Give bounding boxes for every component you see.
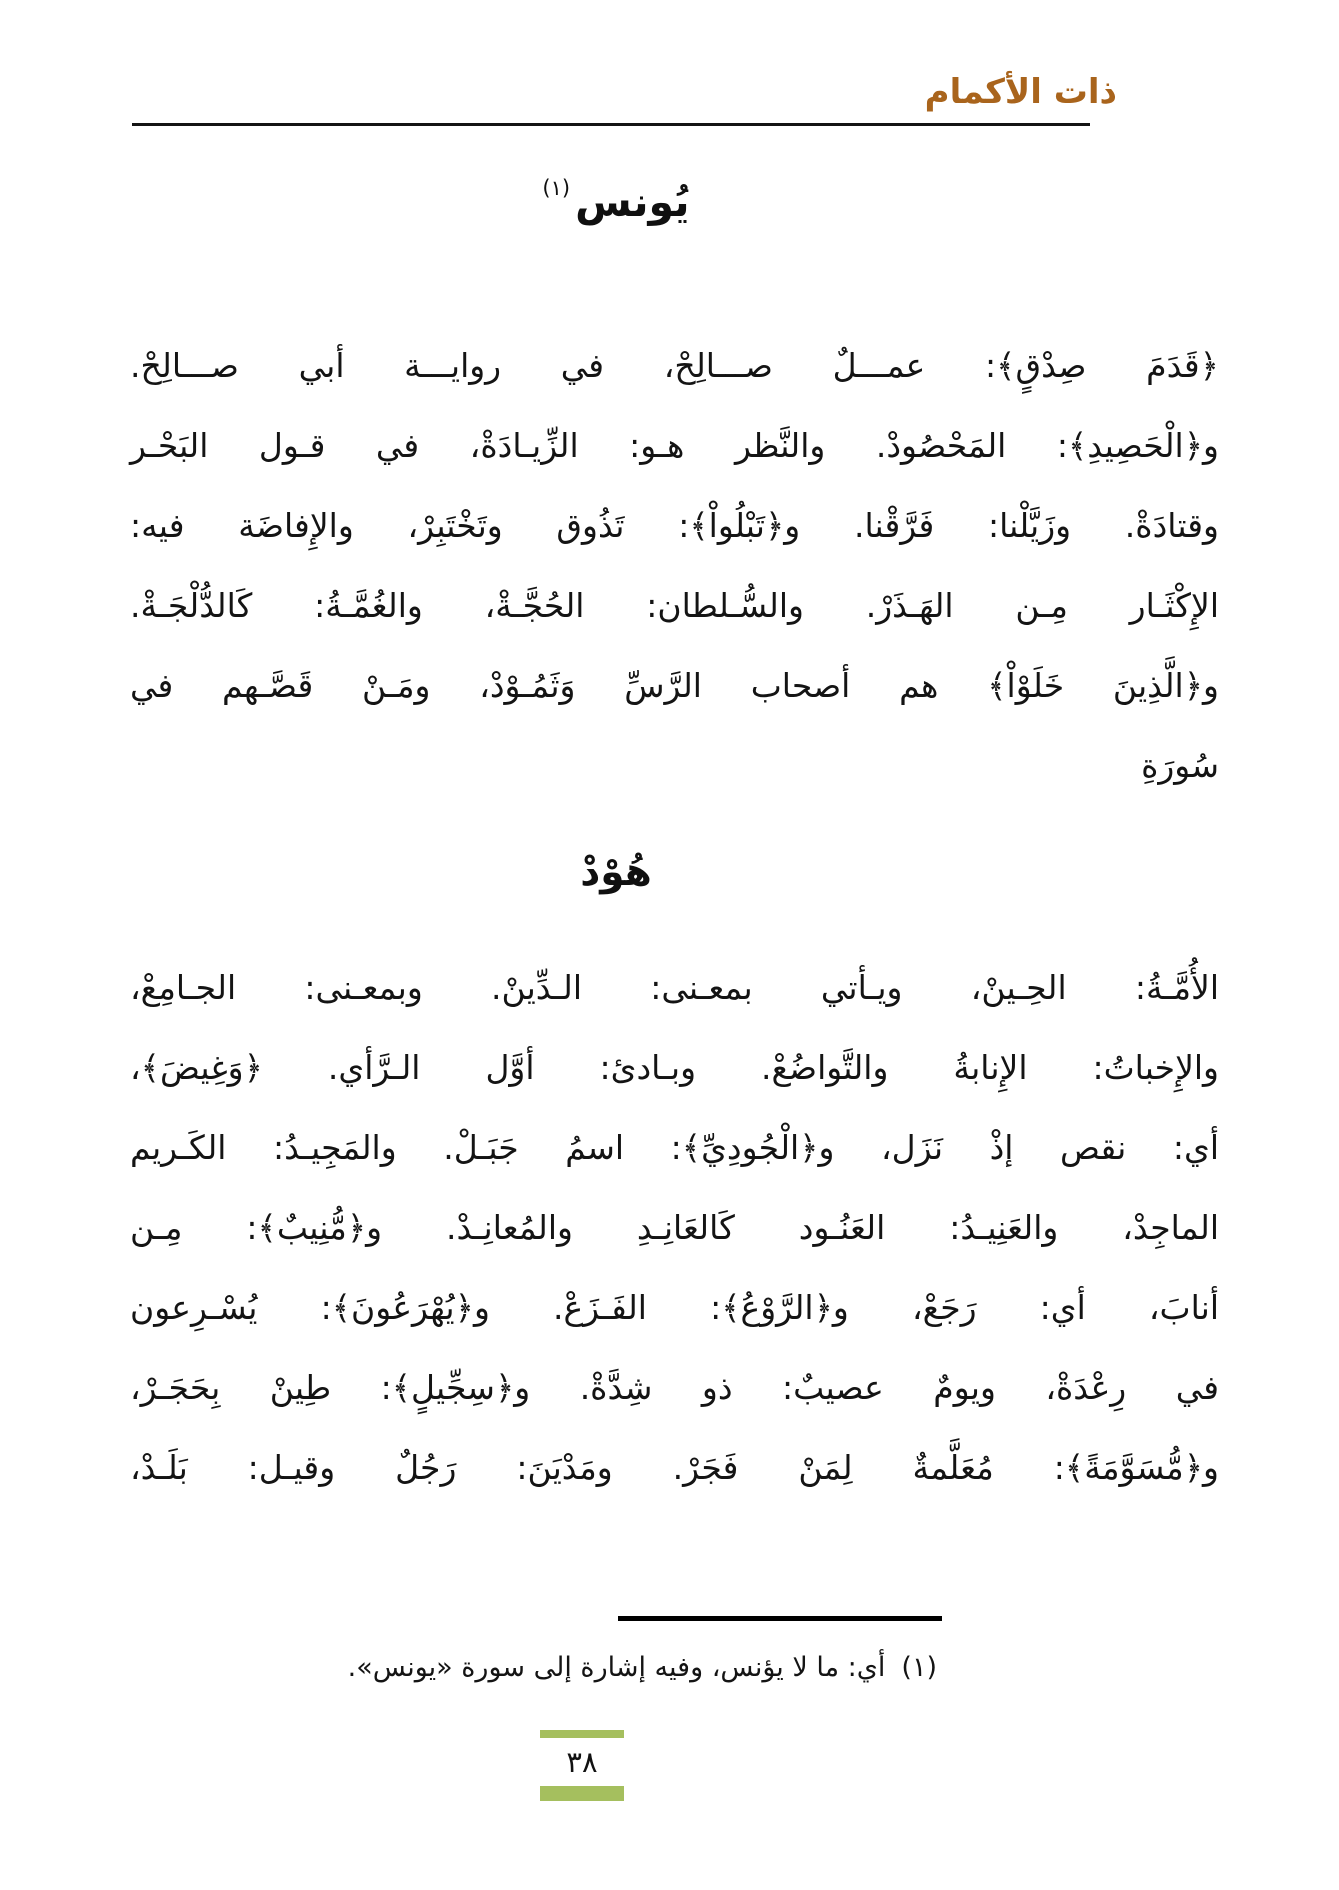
- text-line: والإِخباتُ: الإِنابةُ والتَّواضُعْ. وبـادئ: أوَّل الـرَّأي. ﴿وَغِيضَ﴾،: [130, 1048, 1219, 1087]
- surah-title-yunus-text: يُونس: [575, 178, 690, 226]
- header-divider: [132, 123, 1090, 126]
- page-number-block: [540, 1730, 624, 1801]
- text-line: و﴿الْحَصِيدِ﴾: المَحْصُودْ. والنَّظر هـو: الزِّيـادَةْ، في قـول البَحْـر: [130, 426, 1219, 465]
- text-line: أي: نقص إذْ نَزَل، و﴿الْجُودِيِّ﴾: اسمُ جَبَـلْ. والمَجِيـدُ: الكَـريم: [130, 1128, 1219, 1167]
- footnote: [348, 1640, 937, 1696]
- text-line: في رِعْدَةْ، ويومٌ عصيبٌ: ذو شِدَّةْ. و﴿سِجِّيلٍ﴾: طِينْ بِحَجَـرْ،: [130, 1368, 1219, 1407]
- text-line: أنابَ، أي: رَجَعْ، و﴿الرَّوْعُ﴾: الفَـزَعْ. و﴿يُهْرَعُونَ﴾: يُسْـرِعون: [130, 1288, 1219, 1327]
- text-line: الإِكْثَـار مِـن الهَـذَرْ. والسُّـلطان: الحُجَّـةْ، والغُمَّـةُ: كَالدُّلْجَـةْ.: [130, 586, 1219, 625]
- footnote-number: (١): [901, 1652, 937, 1683]
- text-line: الماجِدْ، والعَنِيـدُ: العَنُـود كَالعَانِـدِ والمُعانِـدْ. و﴿مُّنِيبٌ﴾: مِـن: [130, 1208, 1219, 1247]
- page-number-top-rule: [540, 1730, 624, 1738]
- text-line: وقتادَةْ. وزَيَّلْنا: فَرَّقْنا. و﴿تَبْلُواْ﴾: تَذُوق وتَخْتَبِرْ، والإِفاضَة فيه:: [130, 506, 1219, 545]
- yunus-paragraph: [130, 326, 1219, 806]
- footnote-ref-marker: (١): [542, 176, 571, 201]
- text-line: و﴿مُّسَوَّمَةً﴾: مُعَلَّمةٌ لِمَنْ فَجَرْ. ومَدْيَنَ: رَجُلٌ وقيـل: بَلَـدْ،: [130, 1448, 1219, 1487]
- running-head-title: ذات الأكمام: [924, 72, 1117, 112]
- footnote-text: أي: ما لا يؤنس، وفيه إشارة إلى سورة «يونس».: [347, 1652, 886, 1683]
- page-number-bottom-rule: [540, 1786, 624, 1801]
- text-line: و﴿الَّذِينَ خَلَوْاْ﴾ هم أصحاب الرَّسِّ وَثَمُـوْدْ، ومَـنْ قَصَّـهم في: [130, 666, 1219, 705]
- text-line: الأُمَّـةُ: الحِـينْ، ويـأتي بمعـنى: الـدِّينْ. وبمعـنى: الجـامِعْ،: [130, 968, 1219, 1007]
- text-line: ﴿قَدَمَ صِدْقٍ﴾: عمـــلٌ صـــالِحْ، في روايـــة أبي صـــالِحْ.: [130, 346, 1219, 385]
- surah-title-hud: هُوْدْ: [580, 850, 652, 895]
- footnote-divider: [618, 1616, 942, 1621]
- text-line: سُورَةِ: [1141, 746, 1219, 785]
- surah-title-yunus: [0, 178, 1232, 226]
- hud-paragraph: [130, 948, 1219, 1508]
- page-number: ٣٨: [566, 1745, 598, 1779]
